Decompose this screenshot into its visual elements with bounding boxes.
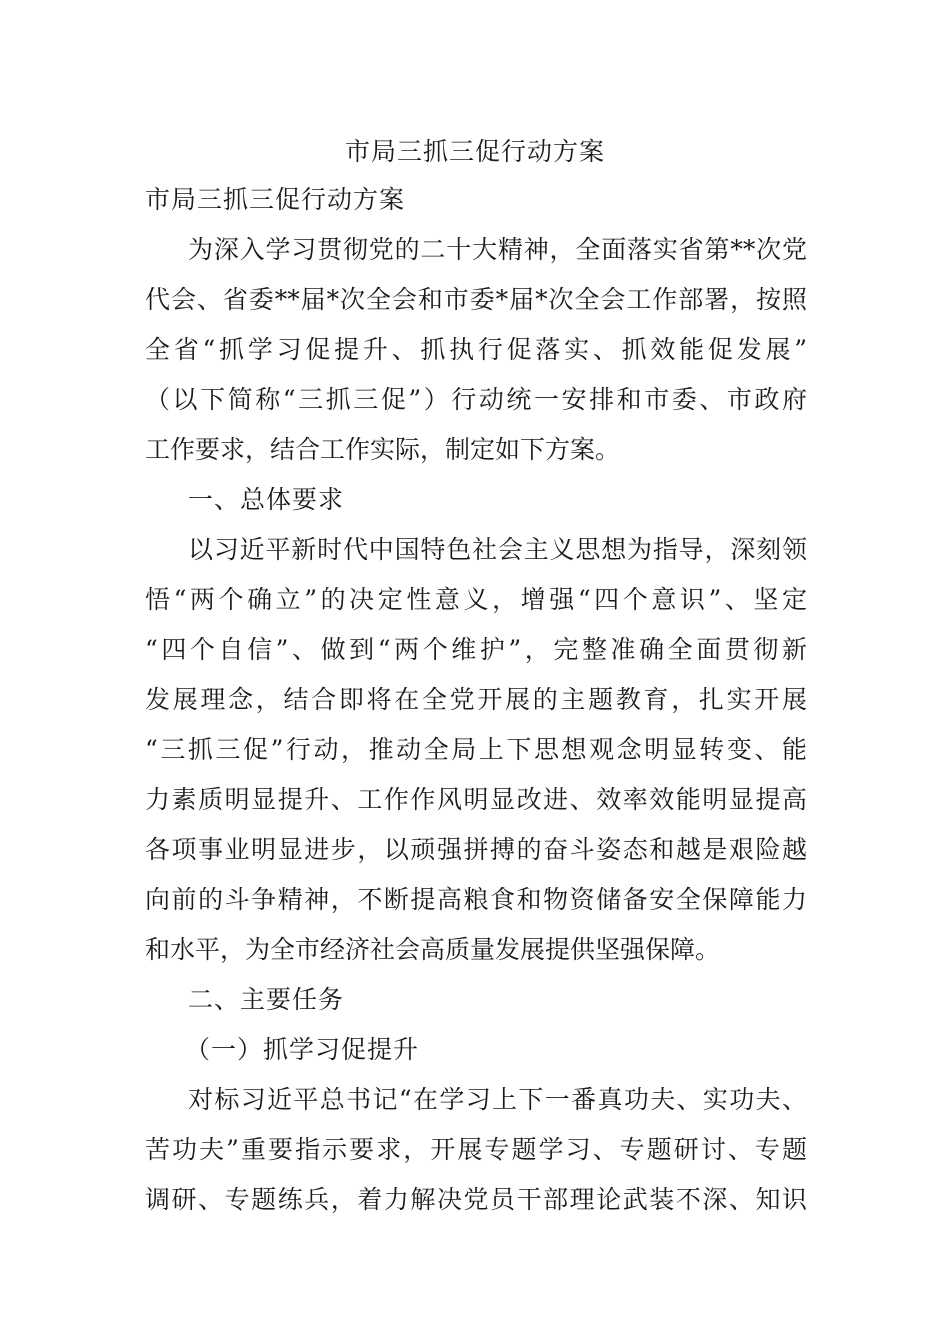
paragraph-2-line-6: 力素质明显提升、工作作风明显改进、效率效能明显提高 — [145, 785, 807, 814]
paragraph-3-line-1: 对标习近平总书记“在学习上下一番真功夫、实功夫、 — [188, 1085, 807, 1114]
paragraph-1-line-3: 全省“抓学习促提升、抓执行促落实、抓效能促发展” — [145, 335, 807, 364]
paragraph-1-line-1: 为深入学习贯彻党的二十大精神，全面落实省第**次党 — [188, 235, 807, 264]
paragraph-3-line-3: 调研、专题练兵，着力解决党员干部理论武装不深、知识 — [145, 1185, 807, 1214]
paragraph-1-line-2: 代会、省委**届*次全会和市委*届*次全会工作部署，按照 — [145, 285, 807, 314]
paragraph-1-line-5: 工作要求，结合工作实际，制定如下方案。 — [145, 435, 621, 464]
document-title: 市局三抓三促行动方案 — [344, 137, 605, 166]
section-heading-1: 一、总体要求 — [188, 485, 345, 514]
paragraph-2-line-2: 悟“两个确立”的决定性意义，增强“四个意识”、坚定 — [145, 585, 807, 614]
paragraph-2-line-5: “三抓三促”行动，推动全局上下思想观念明显转变、能 — [145, 735, 807, 764]
paragraph-1-line-4: （以下简称“三抓三促”）行动统一安排和市委、市政府 — [145, 385, 807, 414]
paragraph-2-line-4: 发展理念，结合即将在全党开展的主题教育，扎实开展 — [145, 685, 807, 714]
subsection-heading-2-1: （一）抓学习促提升 — [185, 1035, 420, 1064]
paragraph-2-line-3: “四个自信”、做到“两个维护”，完整准确全面贯彻新 — [145, 635, 807, 664]
paragraph-2-line-7: 各项事业明显进步，以顽强拼搏的奋斗姿态和越是艰险越 — [145, 835, 807, 864]
paragraph-2-line-9: 和水平，为全市经济社会高质量发展提供坚强保障。 — [145, 935, 721, 964]
paragraph-2-line-8: 向前的斗争精神，不断提高粮食和物资储备安全保障能力 — [145, 885, 807, 914]
paragraph-2-line-1: 以习近平新时代中国特色社会主义思想为指导，深刻领 — [188, 535, 807, 564]
section-heading-2: 二、主要任务 — [188, 985, 345, 1014]
paragraph-3-line-2: 苦功夫”重要指示要求，开展专题学习、专题研讨、专题 — [145, 1135, 807, 1164]
document-subtitle: 市局三抓三促行动方案 — [145, 185, 406, 214]
